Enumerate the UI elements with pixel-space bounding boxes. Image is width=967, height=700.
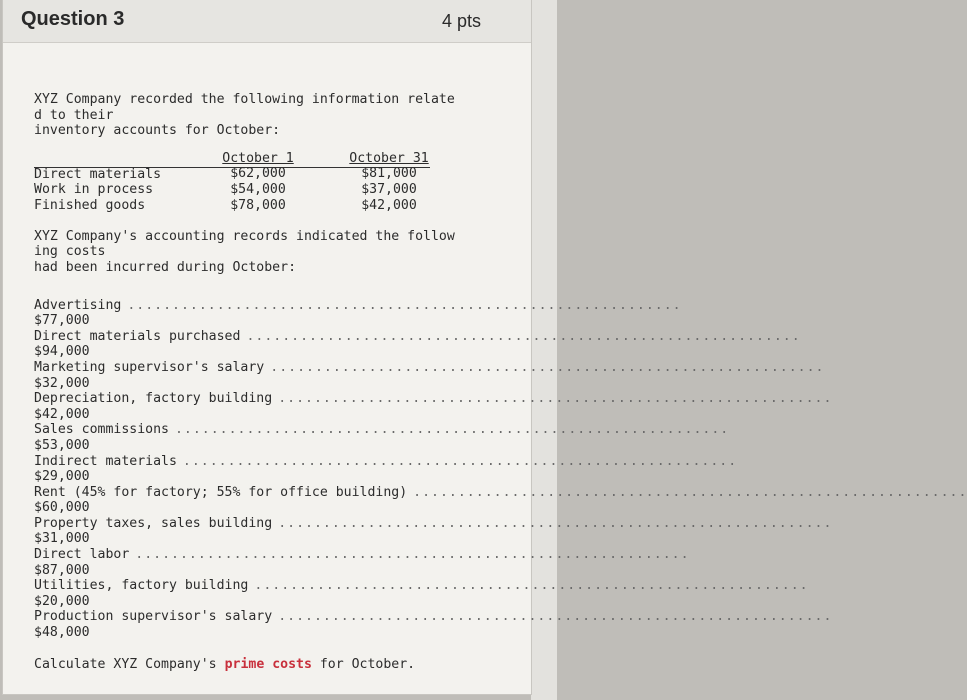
page-margin-strip (531, 0, 557, 700)
table-cell: $54,000 (230, 181, 286, 197)
cost-amount: $48,000 (34, 625, 90, 641)
list-item (34, 484, 967, 516)
leader-dots: .............................................................. (254, 578, 809, 594)
list-item (34, 422, 730, 453)
leader-dots: .............................................................. (127, 297, 682, 313)
cost-name: Sales commissions (34, 422, 169, 438)
cost-name: Utilities, factory building (34, 578, 249, 594)
cost-name: Marketing supervisor's salary (34, 359, 265, 375)
list-item (34, 359, 825, 391)
cost-amount: $94,000 (34, 344, 90, 360)
list-item (34, 453, 738, 485)
leader-dots: .............................................................. (270, 359, 825, 375)
october-1-column (210, 151, 306, 213)
cost-amount: $77,000 (34, 313, 90, 329)
table-row-label: Work in process (34, 182, 154, 198)
leader-dots: .............................................................. (174, 422, 730, 438)
cost-amount: $60,000 (34, 500, 90, 516)
question-points: 4 pts (441, 11, 481, 31)
prompt-text-after: for October. (311, 656, 416, 672)
table-row-label: Direct materials (34, 166, 162, 182)
cost-amount: $31,000 (34, 531, 90, 547)
cost-name: Advertising (34, 297, 122, 313)
leader-dots: .............................................................. (246, 328, 801, 344)
table-cell: $42,000 (361, 197, 417, 213)
list-item (34, 297, 682, 329)
cost-name: Indirect materials (34, 453, 177, 469)
list-item (34, 609, 833, 641)
leader-dots: .............................................................. (413, 484, 967, 500)
question-prompt (34, 657, 474, 673)
intro-text: XYZ Company recorded the following information relate d to their inventory accounts for October: (34, 92, 455, 139)
cost-name: Direct labor (34, 547, 130, 563)
prompt-text-before: Calculate XYZ Company's (34, 656, 225, 672)
cost-name: Rent (45% for factory; 55% for office building) (34, 484, 408, 500)
cost-amount: $32,000 (34, 375, 90, 391)
column-header-oct31: October 31 (349, 150, 429, 166)
october-31-column (344, 151, 434, 213)
cost-list (34, 297, 967, 641)
list-item (34, 515, 833, 547)
cost-amount: $53,000 (34, 437, 90, 453)
costs-intro-text: XYZ Company's accounting records indicated the follow ing costs had been incurred during October: (34, 228, 455, 275)
cost-name: Property taxes, sales building (34, 515, 273, 531)
leader-dots: .............................................................. (135, 547, 690, 563)
column-header-oct1: October 1 (222, 150, 294, 166)
table-cell: $81,000 (361, 166, 417, 182)
cost-amount: $42,000 (34, 406, 90, 422)
list-item (34, 328, 801, 360)
question-title: Question 3 (21, 8, 125, 30)
leader-dots: .............................................................. (182, 453, 738, 469)
table-cell: $62,000 (230, 166, 286, 182)
cost-name: Direct materials purchased (34, 328, 241, 344)
list-item (34, 578, 809, 609)
cost-name: Depreciation, factory building (34, 391, 273, 407)
inventory-table (34, 151, 474, 215)
leader-dots: .............................................................. (278, 515, 833, 531)
table-cell: $78,000 (230, 197, 286, 213)
cost-name: Production supervisor's salary (34, 609, 273, 625)
leader-dots: .............................................................. (278, 609, 833, 625)
cost-amount: $29,000 (34, 469, 90, 485)
cost-amount: $20,000 (34, 593, 90, 609)
table-row-label: Finished goods (34, 197, 146, 213)
table-cell: $37,000 (361, 181, 417, 197)
list-item (34, 547, 690, 578)
list-item (34, 391, 833, 422)
question-body (34, 92, 967, 672)
inventory-labels-column (34, 167, 161, 214)
cost-amount: $87,000 (34, 562, 90, 578)
leader-dots: .............................................................. (278, 391, 833, 407)
prompt-highlight: prime costs (224, 656, 312, 672)
question-header (3, 0, 531, 43)
